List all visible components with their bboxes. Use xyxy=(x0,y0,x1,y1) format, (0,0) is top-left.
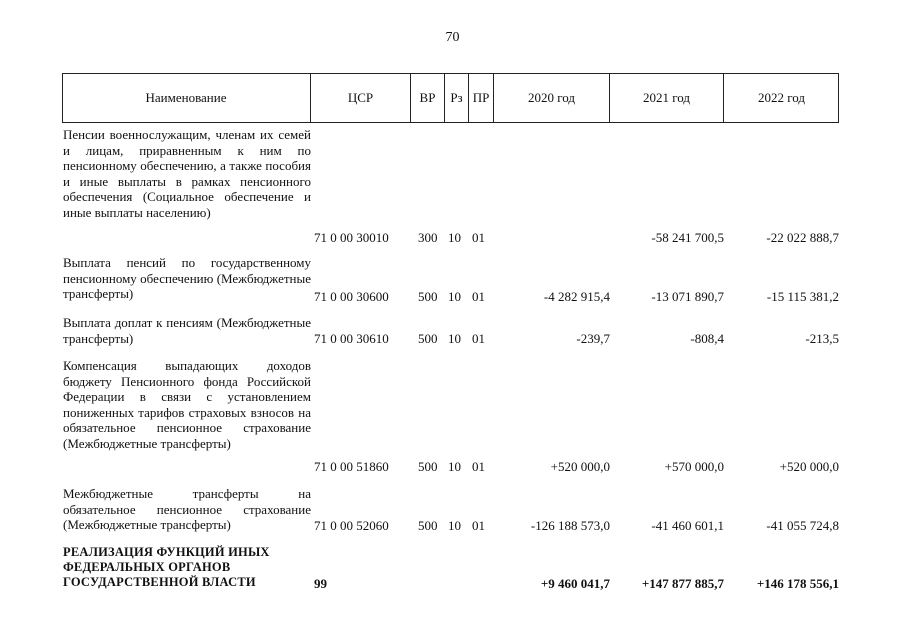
row-pr: 01 xyxy=(472,331,485,346)
header-name: Наименование xyxy=(62,73,311,123)
row-2020: -4 282 915,4 xyxy=(543,289,610,304)
header-2020: 2020 год xyxy=(494,73,610,123)
row-vr: 500 xyxy=(418,289,438,304)
row-name: Компенсация выпадающих доходов бюджету Пенсионного фонда Российской Федерации в связи с установлением пониженных тарифов страховых взносов на обязательное пенсионное страхование (Межбюджетные трансферты) xyxy=(63,358,311,451)
row-vr: 300 xyxy=(418,230,438,245)
total-name: РЕАЛИЗАЦИЯ ФУНКЦИЙ ИНЫХ ФЕДЕРАЛЬНЫХ ОРГАНОВ ГОСУДАРСТВЕННОЙ ВЛАСТИ xyxy=(63,545,270,589)
row-rz: 10 xyxy=(448,289,461,304)
row-rz: 10 xyxy=(448,230,461,245)
row-2022: -15 115 381,2 xyxy=(766,289,839,304)
header-csr: ЦСР xyxy=(311,73,411,123)
header-2021: 2021 год xyxy=(610,73,724,123)
row-rz: 10 xyxy=(448,518,461,533)
row-vr: 500 xyxy=(418,459,438,474)
row-2022: -41 055 724,8 xyxy=(766,518,839,533)
row-2020: +520 000,0 xyxy=(550,459,610,474)
row-2022: -213,5 xyxy=(805,331,839,346)
total-2022: +146 178 556,1 xyxy=(756,576,839,591)
row-csr: 71 0 00 30600 xyxy=(314,289,389,304)
row-csr: 71 0 00 30010 xyxy=(314,230,389,245)
row-rz: 10 xyxy=(448,459,461,474)
row-name: Пенсии военнослужащим, членам их семей и лицам, приравненным к ним по пенсионному обеспечению, а также пособия и иные выплаты в рамках пенсионного обеспечения (Социальное обеспечение и иные выплаты населению) xyxy=(63,127,311,220)
row-2021: -41 460 601,1 xyxy=(651,518,724,533)
row-2021: +570 000,0 xyxy=(664,459,724,474)
row-2020: -239,7 xyxy=(576,331,610,346)
row-vr: 500 xyxy=(418,331,438,346)
header-2022: 2022 год xyxy=(758,90,805,105)
total-2021: +147 877 885,7 xyxy=(641,576,724,591)
row-2022: -22 022 888,7 xyxy=(766,230,839,245)
row-pr: 01 xyxy=(472,459,485,474)
header-pr: ПР xyxy=(469,73,494,123)
row-vr: 500 xyxy=(418,518,438,533)
row-name: Выплата пенсий по государственному пенсионному обеспечению (Межбюджетные трансферты) xyxy=(63,255,311,302)
header-rz: Рз xyxy=(445,73,469,123)
header-vr: ВР xyxy=(411,73,445,123)
row-2021: -808,4 xyxy=(690,331,724,346)
row-name: Межбюджетные трансферты на обязательное пенсионное страхование (Межбюджетные трансферты) xyxy=(63,486,311,533)
total-csr: 99 xyxy=(314,576,327,591)
total-2020: +9 460 041,7 xyxy=(540,576,610,591)
row-2022: +520 000,0 xyxy=(779,459,839,474)
row-csr: 71 0 00 51860 xyxy=(314,459,389,474)
row-rz: 10 xyxy=(448,331,461,346)
row-pr: 01 xyxy=(472,230,485,245)
page-number: 70 xyxy=(445,30,460,45)
row-2020: -126 188 573,0 xyxy=(530,518,610,533)
row-2021: -58 241 700,5 xyxy=(651,230,724,245)
row-pr: 01 xyxy=(472,289,485,304)
row-csr: 71 0 00 52060 xyxy=(314,518,389,533)
row-2021: -13 071 890,7 xyxy=(651,289,724,304)
row-pr: 01 xyxy=(472,518,485,533)
row-csr: 71 0 00 30610 xyxy=(314,331,389,346)
row-name: Выплата доплат к пенсиям (Межбюджетные трансферты) xyxy=(63,315,311,346)
